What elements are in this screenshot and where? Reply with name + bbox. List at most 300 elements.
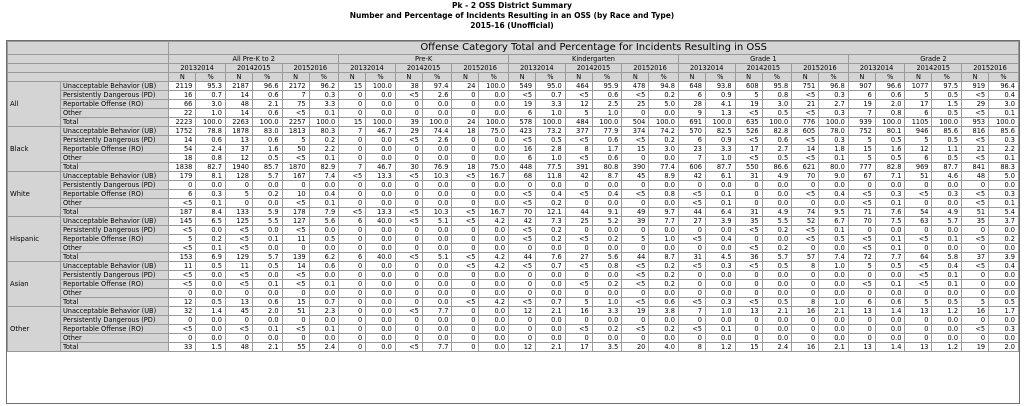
count-cell: 18 (169, 154, 196, 163)
percent-cell: 0.4 (592, 190, 622, 199)
measure-header-row (8, 73, 1019, 82)
count-cell: 8 (565, 145, 592, 154)
percent-cell: 0.0 (479, 145, 509, 154)
percent-cell: 5.8 (932, 253, 962, 262)
percent-cell: 0.0 (479, 181, 509, 190)
percent-cell: 78.0 (819, 127, 849, 136)
percent-cell: 0.0 (366, 307, 396, 316)
percent-cell: 0.6 (592, 136, 622, 145)
count-cell: <5 (452, 217, 479, 226)
offense-category-label: Persistently Dangerous (PD) (60, 91, 168, 100)
table-row (8, 217, 1019, 226)
percent-cell: 0.0 (366, 181, 396, 190)
percent-cell: 9.7 (649, 208, 679, 217)
percent-cell: 0.0 (479, 226, 509, 235)
percent-cell: 80.8 (592, 163, 622, 172)
table-row (8, 289, 1019, 298)
count-cell: <5 (282, 280, 309, 289)
count-cell: 68 (509, 172, 536, 181)
percent-cell: 5.1 (422, 217, 452, 226)
table-row (8, 100, 1019, 109)
count-cell: <5 (169, 280, 196, 289)
percent-cell: 0.0 (762, 271, 792, 280)
count-cell: 7 (339, 127, 366, 136)
percent-cell: 80.3 (309, 127, 339, 136)
count-cell: 0 (848, 289, 875, 298)
percent-cell: 8.4 (196, 208, 226, 217)
count-cell: 15 (282, 298, 309, 307)
count-header: N (735, 73, 762, 82)
count-cell: <5 (678, 199, 705, 208)
percent-cell: 0.0 (196, 325, 226, 334)
percent-cell: 0.0 (366, 262, 396, 271)
count-cell: 464 (565, 82, 592, 91)
percent-cell: 0.0 (366, 145, 396, 154)
percent-cell: 0.3 (989, 190, 1019, 199)
percent-cell: 0.6 (592, 154, 622, 163)
percent-cell: 100.0 (989, 118, 1019, 127)
count-cell: 0 (169, 289, 196, 298)
percent-cell: 0.0 (252, 334, 282, 343)
count-cell: 44 (509, 253, 536, 262)
count-cell: 0 (735, 325, 762, 334)
percent-cell: 0.0 (705, 334, 735, 343)
count-cell: 0 (848, 334, 875, 343)
count-cell: 8 (792, 298, 819, 307)
count-cell: 15 (735, 343, 762, 352)
offense-category-label: Total (60, 253, 168, 262)
percent-cell: 0.0 (479, 343, 509, 352)
percent-cell: 74.4 (422, 127, 452, 136)
count-cell: 5 (848, 136, 875, 145)
percent-cell: 0.0 (932, 316, 962, 325)
count-cell: 0 (395, 244, 422, 253)
percent-cell: 0.3 (932, 190, 962, 199)
percent-cell: 0.0 (196, 280, 226, 289)
percent-cell: 0.0 (366, 100, 396, 109)
count-cell: 0 (509, 280, 536, 289)
percent-cell: 0.0 (932, 289, 962, 298)
percent-cell: 100.0 (422, 118, 452, 127)
count-cell: 75 (282, 100, 309, 109)
count-cell: <5 (962, 136, 989, 145)
table-row (8, 343, 1019, 352)
count-cell: <5 (905, 262, 932, 271)
percent-cell: 96.6 (875, 82, 905, 91)
percent-cell: 2.7 (762, 145, 792, 154)
count-cell: <5 (395, 136, 422, 145)
year-header: 20142015 (905, 64, 962, 73)
count-cell: 0 (282, 334, 309, 343)
percent-cell: 0.0 (819, 280, 849, 289)
count-cell: 1878 (225, 127, 252, 136)
percent-cell: 100.0 (252, 118, 282, 127)
count-cell: 29 (962, 100, 989, 109)
count-cell: 0 (452, 100, 479, 109)
percent-cell: 0.3 (989, 325, 1019, 334)
percent-cell: 0.2 (649, 262, 679, 271)
count-cell: 6 (905, 109, 932, 118)
percent-cell: 0.5 (309, 235, 339, 244)
percent-cell: 6.2 (309, 253, 339, 262)
percent-cell: 9.0 (819, 172, 849, 181)
percent-cell: 1.4 (196, 307, 226, 316)
count-cell: 70 (509, 208, 536, 217)
percent-cell: 1.4 (875, 307, 905, 316)
percent-cell: 2.1 (819, 343, 849, 352)
count-cell: 0 (452, 271, 479, 280)
count-cell: <5 (452, 298, 479, 307)
percent-cell: 0.1 (309, 109, 339, 118)
offense-category-label: Total (60, 208, 168, 217)
percent-cell: 0.1 (196, 199, 226, 208)
count-cell: 51 (962, 208, 989, 217)
count-cell: 15 (339, 82, 366, 91)
percent-cell: 0.0 (196, 181, 226, 190)
count-cell: 70 (848, 217, 875, 226)
count-cell: 42 (678, 172, 705, 181)
count-cell: 0 (509, 334, 536, 343)
percent-cell: 0.0 (366, 199, 396, 208)
percent-cell: 0.0 (366, 334, 396, 343)
count-cell: 7 (678, 154, 705, 163)
offense-category-label: Other (60, 334, 168, 343)
count-cell: 25 (622, 100, 649, 109)
count-cell: <5 (962, 154, 989, 163)
count-cell: 648 (678, 82, 705, 91)
percent-cell: 3.3 (309, 100, 339, 109)
percent-cell: 0.0 (819, 244, 849, 253)
count-cell: 0 (678, 244, 705, 253)
count-cell: 448 (509, 163, 536, 172)
percent-header: % (196, 73, 226, 82)
count-cell: 0 (395, 262, 422, 271)
count-cell: 33 (169, 343, 196, 352)
count-cell: 0 (395, 154, 422, 163)
count-cell: 0 (792, 271, 819, 280)
count-cell: 31 (735, 172, 762, 181)
percent-cell: 100.0 (309, 118, 339, 127)
count-cell: 0 (339, 334, 366, 343)
count-cell: 10 (282, 190, 309, 199)
percent-cell: 0.0 (422, 190, 452, 199)
percent-header: % (989, 73, 1019, 82)
percent-cell: 0.0 (366, 298, 396, 307)
count-cell: <5 (792, 109, 819, 118)
percent-cell: 0.0 (422, 154, 452, 163)
count-cell: 0 (452, 136, 479, 145)
count-cell: 0 (678, 289, 705, 298)
offense-category-label: Reportable Offense (RO) (60, 235, 168, 244)
count-cell: 5 (169, 235, 196, 244)
count-cell: 7 (848, 109, 875, 118)
count-cell: 0 (792, 199, 819, 208)
count-cell: 42 (509, 217, 536, 226)
percent-cell: 0.0 (989, 181, 1019, 190)
percent-header: % (762, 73, 792, 82)
count-cell: 12 (225, 154, 252, 163)
table-row (8, 163, 1019, 172)
count-cell: 0 (905, 181, 932, 190)
count-cell: 71 (848, 208, 875, 217)
count-cell: 16 (169, 91, 196, 100)
percent-cell: 0.8 (592, 262, 622, 271)
count-cell: 27 (678, 217, 705, 226)
count-cell: 48 (225, 100, 252, 109)
race-group-label: Asian (8, 262, 61, 307)
count-cell: 0 (565, 289, 592, 298)
percent-cell: 0.0 (536, 325, 566, 334)
percent-cell: 7.7 (422, 343, 452, 352)
percent-cell: 0.0 (592, 289, 622, 298)
percent-cell: 0.0 (252, 271, 282, 280)
count-cell: 1105 (905, 118, 932, 127)
table-row (8, 262, 1019, 271)
count-cell: 0 (339, 100, 366, 109)
count-cell: <5 (735, 262, 762, 271)
percent-cell: 0.2 (649, 280, 679, 289)
percent-cell: 0.0 (989, 334, 1019, 343)
percent-cell: 5.5 (252, 217, 282, 226)
count-cell: <5 (792, 190, 819, 199)
count-cell: 6 (169, 190, 196, 199)
count-cell: 1752 (169, 127, 196, 136)
count-cell: 0 (962, 334, 989, 343)
percent-cell: 0.0 (366, 190, 396, 199)
percent-cell: 0.1 (932, 271, 962, 280)
count-cell: <5 (848, 280, 875, 289)
count-cell: <5 (622, 325, 649, 334)
percent-cell: 0.6 (762, 136, 792, 145)
count-cell: 6 (678, 91, 705, 100)
count-cell: <5 (848, 199, 875, 208)
percent-cell: 0.2 (649, 91, 679, 100)
percent-cell: 0.0 (932, 325, 962, 334)
count-cell: <5 (395, 307, 422, 316)
percent-cell: 3.7 (989, 217, 1019, 226)
percent-cell: 0.0 (422, 262, 452, 271)
count-cell: <5 (962, 190, 989, 199)
count-cell: 6 (339, 217, 366, 226)
percent-cell: 1.0 (705, 307, 735, 316)
race-group-label: Other (8, 307, 61, 352)
percent-cell: 95.3 (196, 82, 226, 91)
percent-cell: 1.8 (819, 145, 849, 154)
count-cell: 1813 (282, 127, 309, 136)
percent-cell: 7.4 (309, 172, 339, 181)
count-cell: <5 (169, 271, 196, 280)
percent-cell: 2.1 (536, 307, 566, 316)
count-cell: 44 (678, 208, 705, 217)
percent-cell: 100.0 (366, 118, 396, 127)
percent-cell: 0.0 (479, 190, 509, 199)
percent-cell: 0.5 (762, 262, 792, 271)
percent-cell: 0.0 (989, 244, 1019, 253)
count-cell: <5 (395, 91, 422, 100)
count-cell: 0 (452, 325, 479, 334)
percent-cell: 2.1 (536, 343, 566, 352)
percent-cell: 0.7 (536, 298, 566, 307)
percent-cell: 77.4 (649, 163, 679, 172)
percent-cell: 7.6 (875, 208, 905, 217)
count-cell: 0 (339, 262, 366, 271)
percent-cell: 0.0 (479, 199, 509, 208)
percent-cell: 0.1 (705, 190, 735, 199)
count-cell: 48 (962, 172, 989, 181)
count-cell: 0 (622, 316, 649, 325)
count-cell: 0 (395, 334, 422, 343)
count-cell: 5 (848, 262, 875, 271)
count-cell: <5 (395, 253, 422, 262)
count-cell: 0 (565, 271, 592, 280)
count-cell: 36 (735, 253, 762, 262)
report-subtitle: Number and Percentage of Incidents Resulting in an OSS (by Race and Type) (349, 11, 675, 20)
count-cell: 128 (225, 172, 252, 181)
percent-cell: 3.3 (705, 145, 735, 154)
percent-cell: 6.7 (819, 217, 849, 226)
count-cell: 0 (452, 280, 479, 289)
percent-cell: 16.7 (479, 208, 509, 217)
count-cell: 0 (339, 244, 366, 253)
percent-cell: 0.2 (989, 235, 1019, 244)
count-cell: 0 (678, 334, 705, 343)
percent-cell: 0.4 (932, 262, 962, 271)
count-cell: <5 (735, 244, 762, 253)
percent-cell: 82.5 (705, 127, 735, 136)
count-cell: 0 (622, 226, 649, 235)
percent-cell: 0.0 (762, 280, 792, 289)
count-header: N (509, 73, 536, 82)
count-cell: 5 (225, 190, 252, 199)
table-row (8, 334, 1019, 343)
count-cell: 0 (792, 316, 819, 325)
offense-category-label: Total (60, 298, 168, 307)
percent-cell: 0.0 (762, 181, 792, 190)
percent-header: % (252, 73, 282, 82)
percent-cell: 5.9 (252, 208, 282, 217)
count-cell: 21 (792, 100, 819, 109)
percent-cell: 0.3 (819, 109, 849, 118)
percent-cell: 7.7 (875, 253, 905, 262)
percent-cell: 0.0 (479, 154, 509, 163)
count-cell: 0 (848, 271, 875, 280)
percent-cell: 0.4 (309, 190, 339, 199)
percent-cell: 6.1 (705, 172, 735, 181)
percent-cell: 0.0 (932, 244, 962, 253)
count-cell: 390 (622, 163, 649, 172)
percent-header: % (592, 73, 622, 82)
percent-cell: 0.0 (479, 334, 509, 343)
count-cell: 0 (622, 289, 649, 298)
year-header: 20152016 (452, 64, 509, 73)
table-row (8, 190, 1019, 199)
count-cell: 21 (962, 145, 989, 154)
count-cell: 5 (905, 91, 932, 100)
percent-cell: 0.0 (479, 109, 509, 118)
count-cell: 0 (339, 325, 366, 334)
count-cell: 14 (282, 262, 309, 271)
grade-header: Grade 2 (848, 55, 1018, 64)
count-cell: <5 (962, 235, 989, 244)
count-cell: <5 (169, 199, 196, 208)
count-header: N (622, 73, 649, 82)
percent-cell: 73.2 (536, 127, 566, 136)
count-cell: 0 (225, 199, 252, 208)
count-cell: 9 (678, 109, 705, 118)
percent-cell: 2.5 (592, 100, 622, 109)
percent-cell: 4.0 (649, 343, 679, 352)
table-row (8, 253, 1019, 262)
percent-cell: 76.9 (422, 163, 452, 172)
count-cell: 0 (282, 316, 309, 325)
percent-cell: 0.0 (989, 316, 1019, 325)
count-cell: 72 (848, 253, 875, 262)
percent-cell: 0.6 (252, 91, 282, 100)
percent-cell: 0.1 (875, 199, 905, 208)
count-cell: 7 (678, 307, 705, 316)
percent-cell: 0.0 (649, 316, 679, 325)
percent-cell: 0.0 (989, 271, 1019, 280)
count-cell: <5 (735, 109, 762, 118)
count-cell: 752 (848, 127, 875, 136)
count-header: N (452, 73, 479, 82)
percent-cell: 4.2 (479, 262, 509, 271)
percent-cell: 40.0 (366, 217, 396, 226)
percent-cell: 100.0 (196, 118, 226, 127)
percent-cell: 0.6 (875, 91, 905, 100)
count-cell: 1077 (905, 82, 932, 91)
percent-cell: 0.0 (649, 109, 679, 118)
table-row (8, 316, 1019, 325)
count-cell: 24 (452, 118, 479, 127)
percent-cell: 0.0 (932, 199, 962, 208)
offense-category-label: Total (60, 163, 168, 172)
percent-cell: 0.3 (705, 262, 735, 271)
count-cell: 0 (282, 289, 309, 298)
count-cell: 37 (225, 145, 252, 154)
count-cell: 605 (792, 127, 819, 136)
count-cell: 32 (169, 307, 196, 316)
count-cell: 526 (735, 127, 762, 136)
percent-cell: 46.7 (366, 127, 396, 136)
count-cell: 0 (395, 109, 422, 118)
percent-cell: 0.5 (196, 262, 226, 271)
count-cell: 13 (225, 298, 252, 307)
percent-cell: 82.9 (309, 163, 339, 172)
percent-header: % (819, 73, 849, 82)
count-cell: 63 (905, 217, 932, 226)
percent-cell: 0.0 (479, 307, 509, 316)
count-cell: 30 (395, 163, 422, 172)
count-cell: 0 (678, 280, 705, 289)
percent-cell: 100.0 (479, 82, 509, 91)
count-cell: 0 (509, 316, 536, 325)
percent-cell: 0.0 (592, 226, 622, 235)
percent-cell: 2.1 (252, 100, 282, 109)
percent-cell: 0.3 (875, 190, 905, 199)
count-cell: 14 (225, 109, 252, 118)
count-cell: <5 (395, 208, 422, 217)
percent-cell: 0.0 (649, 154, 679, 163)
count-cell: 15 (622, 145, 649, 154)
percent-cell: 0.0 (762, 325, 792, 334)
percent-cell: 3.5 (592, 343, 622, 352)
percent-cell: 85.7 (252, 163, 282, 172)
count-cell: 0 (339, 181, 366, 190)
percent-cell: 4.9 (762, 208, 792, 217)
count-cell: 13 (225, 136, 252, 145)
count-cell: 0 (735, 316, 762, 325)
